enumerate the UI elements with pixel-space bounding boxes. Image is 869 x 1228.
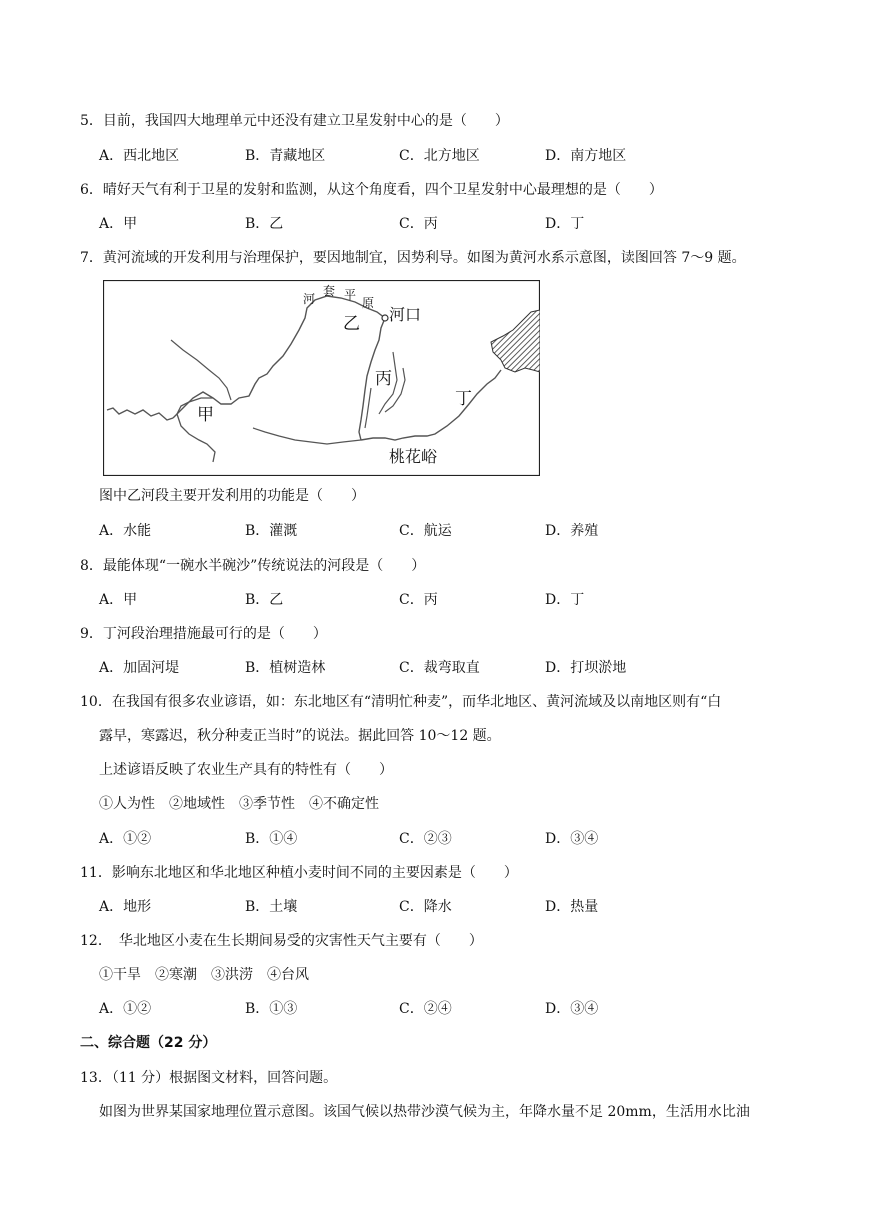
- label-hetao-2: 套: [323, 284, 336, 298]
- q11-option-d: D．热量: [545, 899, 599, 915]
- q5-option-a: A．西北地区: [99, 148, 180, 164]
- q11-option-c: C．降水: [399, 899, 452, 915]
- q10-option-b: B．①④: [245, 831, 298, 847]
- q7-option-a: A．水能: [99, 523, 152, 539]
- label-bing: 丙: [375, 369, 392, 389]
- q10-line-1: 10．在我国有很多农业谚语，如：东北地区有“清明忙种麦”，而华北地区、黄河流域及以南地区则有“白: [80, 694, 722, 710]
- q5-option-c: C．北方地区: [399, 148, 480, 164]
- q7-option-c: C．航运: [399, 523, 452, 539]
- q7-stem: 图中乙河段主要开发利用的功能是（ ）: [99, 488, 365, 504]
- q12-stem: 12． 华北地区小麦在生长期间易受的灾害性天气主要有（ ）: [80, 933, 483, 949]
- q6-option-c: C．丙: [399, 216, 438, 232]
- q10-option-c: C．②③: [399, 831, 452, 847]
- q5-stem: 5．目前，我国四大地理单元中还没有建立卫星发射中心的是（ ）: [80, 113, 509, 129]
- q10-stem: 上述谚语反映了农业生产具有的特性有（ ）: [99, 762, 393, 778]
- q9-option-c: C．裁弯取直: [399, 660, 480, 676]
- label-jia: 甲: [197, 405, 214, 425]
- q8-option-c: C．丙: [399, 592, 438, 608]
- q12-option-b: B．①③: [245, 1001, 298, 1017]
- q12-option-c: C．②④: [399, 1001, 452, 1017]
- q5-option-b: B．青藏地区: [245, 148, 326, 164]
- q5-option-d: D．南方地区: [545, 148, 627, 164]
- q9-option-b: B．植树造林: [245, 660, 326, 676]
- label-hetao-4: 原: [362, 296, 375, 310]
- q10-option-a: A．①②: [99, 831, 152, 847]
- q11-option-b: B．土壤: [245, 899, 298, 915]
- q13-line-1: 如图为世界某国家地理位置示意图。该国气候以热带沙漠气候为主，年降水量不足 20mm，生活用水比油: [99, 1104, 750, 1120]
- q9-option-a: A．加固河堤: [99, 660, 180, 676]
- q12-option-a: A．①②: [99, 1001, 152, 1017]
- q6-option-a: A．甲: [99, 216, 138, 232]
- label-ding: 丁: [455, 389, 472, 409]
- section-title: 二、综合题（22 分）: [80, 1035, 217, 1051]
- q8-stem: 8．最能体现“一碗水半碗沙”传统说法的河段是（ ）: [80, 558, 426, 574]
- label-hekou: 河口: [389, 305, 422, 324]
- label-hetao-3: 平: [344, 288, 357, 302]
- q11-stem: 11．影响东北地区和华北地区种植小麦时间不同的主要因素是（ ）: [80, 865, 518, 881]
- q6-stem: 6．晴好天气有利于卫星的发射和监测，从这个角度看，四个卫星发射中心最理想的是（ ）: [80, 182, 663, 198]
- q9-stem: 9．丁河段治理措施最可行的是（ ）: [80, 626, 327, 642]
- q6-option-b: B．乙: [245, 216, 284, 232]
- hekou-marker: [382, 315, 388, 321]
- q12-items: ①干旱 ②寒潮 ③洪涝 ④台风: [99, 967, 309, 983]
- q8-option-a: A．甲: [99, 592, 138, 608]
- q7-option-b: B．灌溉: [245, 523, 298, 539]
- label-yi: 乙: [343, 314, 360, 334]
- q6-option-d: D．丁: [545, 216, 585, 232]
- q8-option-d: D．丁: [545, 592, 585, 608]
- q12-option-d: D．③④: [545, 1001, 599, 1017]
- q10-line-2: 露早，寒露迟，秋分种麦正当时”的说法。据此回答 10～12 题。: [99, 728, 501, 744]
- yellow-river-map: [103, 280, 540, 476]
- label-taohuayu: 桃花峪: [389, 447, 438, 466]
- q8-option-b: B．乙: [245, 592, 284, 608]
- q13-stem: 13．（11 分）根据图文材料，回答问题。: [80, 1070, 338, 1086]
- q10-items: ①人为性 ②地域性 ③季节性 ④不确定性: [99, 796, 379, 812]
- q7-option-d: D．养殖: [545, 523, 599, 539]
- map-frame: [104, 281, 540, 476]
- label-hetao-1: 河: [303, 292, 316, 306]
- q10-option-d: D．③④: [545, 831, 599, 847]
- q9-option-d: D．打坝淤地: [545, 660, 627, 676]
- q7-intro: 7．黄河流域的开发利用与治理保护，要因地制宜，因势利导。如图为黄河水系示意图，读图回答 7～9 题。: [80, 250, 746, 266]
- q11-option-a: A．地形: [99, 899, 152, 915]
